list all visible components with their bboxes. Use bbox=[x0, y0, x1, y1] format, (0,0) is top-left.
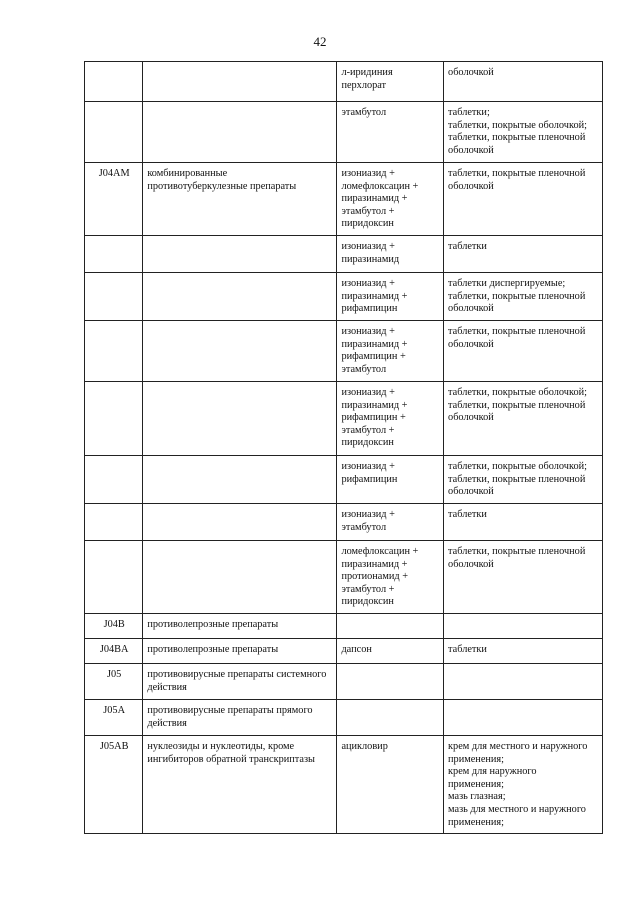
atc-code-cell bbox=[85, 540, 143, 613]
atc-code-cell bbox=[85, 320, 143, 381]
table-row bbox=[85, 455, 603, 503]
dosage-form-cell bbox=[444, 663, 603, 699]
dosage-form-cell: таблетки bbox=[444, 235, 603, 272]
drug-name-cell: л-иридиния перхлорат bbox=[337, 62, 444, 102]
table-row bbox=[85, 163, 603, 236]
drug-name-cell: изониазид + пиразинамид + рифампицин bbox=[337, 272, 444, 320]
pharmacological-group-cell bbox=[143, 540, 337, 613]
drug-name-cell: изониазид + рифампицин bbox=[337, 455, 444, 503]
drug-name-cell bbox=[337, 699, 444, 735]
atc-code-cell bbox=[85, 272, 143, 320]
medication-table bbox=[84, 61, 603, 834]
dosage-form-cell: таблетки, покрытые пленочной оболочкой bbox=[444, 163, 603, 236]
atc-code-cell bbox=[85, 503, 143, 540]
table-row bbox=[85, 102, 603, 163]
pharmacological-group-cell bbox=[143, 272, 337, 320]
drug-name-cell bbox=[337, 663, 444, 699]
drug-name-cell: изониазид + пиразинамид bbox=[337, 235, 444, 272]
table-row bbox=[85, 503, 603, 540]
table-row bbox=[85, 540, 603, 613]
dosage-form-cell: таблетки; таблетки, покрытые оболочкой; таблетки, покрытые пленочной оболочкой bbox=[444, 102, 603, 163]
dosage-form-cell: таблетки диспергируемые; таблетки, покрытые пленочной оболочкой bbox=[444, 272, 603, 320]
drug-name-cell: дапсон bbox=[337, 638, 444, 663]
dosage-form-cell: таблетки bbox=[444, 638, 603, 663]
pharmacological-group-cell: противовирусные препараты системного действия bbox=[143, 663, 337, 699]
page-number: 42 bbox=[313, 34, 327, 49]
dosage-form-cell: таблетки, покрытые оболочкой; таблетки, покрытые пленочной оболочкой bbox=[444, 455, 603, 503]
atc-code-cell: J04AM bbox=[85, 163, 143, 236]
table-row bbox=[85, 272, 603, 320]
atc-code-cell: J04BA bbox=[85, 638, 143, 663]
pharmacological-group-cell bbox=[143, 235, 337, 272]
drug-name-cell: этамбутол bbox=[337, 102, 444, 163]
drug-name-cell: изониазид + ломефлоксацин + пиразинамид + этамбутол + пиридоксин bbox=[337, 163, 444, 236]
dosage-form-cell: таблетки bbox=[444, 503, 603, 540]
table-row bbox=[85, 699, 603, 735]
atc-code-cell bbox=[85, 102, 143, 163]
table-body bbox=[85, 62, 603, 834]
table-row bbox=[85, 735, 603, 833]
atc-code-cell bbox=[85, 62, 143, 102]
drug-name-cell: ломефлоксацин + пиразинамид + протионамид + этамбутол + пиридоксин bbox=[337, 540, 444, 613]
table-row bbox=[85, 381, 603, 455]
atc-code-cell: J05A bbox=[85, 699, 143, 735]
atc-code-cell bbox=[85, 381, 143, 455]
table-row bbox=[85, 235, 603, 272]
pharmacological-group-cell bbox=[143, 455, 337, 503]
pharmacological-group-cell: нуклеозиды и нуклеотиды, кроме ингибиторов обратной транскриптазы bbox=[143, 735, 337, 833]
dosage-form-cell: крем для местного и наружного применения; крем для наружного применения; мазь глазная; мазь для местного и наружного применения; bbox=[444, 735, 603, 833]
dosage-form-cell: таблетки, покрытые оболочкой; таблетки, покрытые пленочной оболочкой bbox=[444, 381, 603, 455]
atc-code-cell: J04B bbox=[85, 613, 143, 638]
atc-code-cell: J05AB bbox=[85, 735, 143, 833]
dosage-form-cell: оболочкой bbox=[444, 62, 603, 102]
pharmacological-group-cell bbox=[143, 503, 337, 540]
table-row bbox=[85, 613, 603, 638]
pharmacological-group-cell: противолепрозные препараты bbox=[143, 613, 337, 638]
drug-name-cell: изониазид + пиразинамид + рифампицин + этамбутол bbox=[337, 320, 444, 381]
atc-code-cell: J05 bbox=[85, 663, 143, 699]
drug-name-cell: изониазид + пиразинамид + рифампицин + этамбутол + пиридоксин bbox=[337, 381, 444, 455]
table-row bbox=[85, 663, 603, 699]
dosage-form-cell: таблетки, покрытые пленочной оболочкой bbox=[444, 320, 603, 381]
atc-code-cell bbox=[85, 235, 143, 272]
pharmacological-group-cell bbox=[143, 320, 337, 381]
pharmacological-group-cell: противолепрозные препараты bbox=[143, 638, 337, 663]
drug-name-cell bbox=[337, 613, 444, 638]
pharmacological-group-cell bbox=[143, 62, 337, 102]
dosage-form-cell bbox=[444, 613, 603, 638]
dosage-form-cell bbox=[444, 699, 603, 735]
dosage-form-cell: таблетки, покрытые пленочной оболочкой bbox=[444, 540, 603, 613]
atc-code-cell bbox=[85, 455, 143, 503]
drug-name-cell: изониазид + этамбутол bbox=[337, 503, 444, 540]
pharmacological-group-cell bbox=[143, 381, 337, 455]
pharmacological-group-cell bbox=[143, 102, 337, 163]
pharmacological-group-cell: комбинированные противотуберкулезные препараты bbox=[143, 163, 337, 236]
pharmacological-group-cell: противовирусные препараты прямого действия bbox=[143, 699, 337, 735]
table-row bbox=[85, 320, 603, 381]
table-row bbox=[85, 62, 603, 102]
drug-name-cell: ацикловир bbox=[337, 735, 444, 833]
table-row bbox=[85, 638, 603, 663]
